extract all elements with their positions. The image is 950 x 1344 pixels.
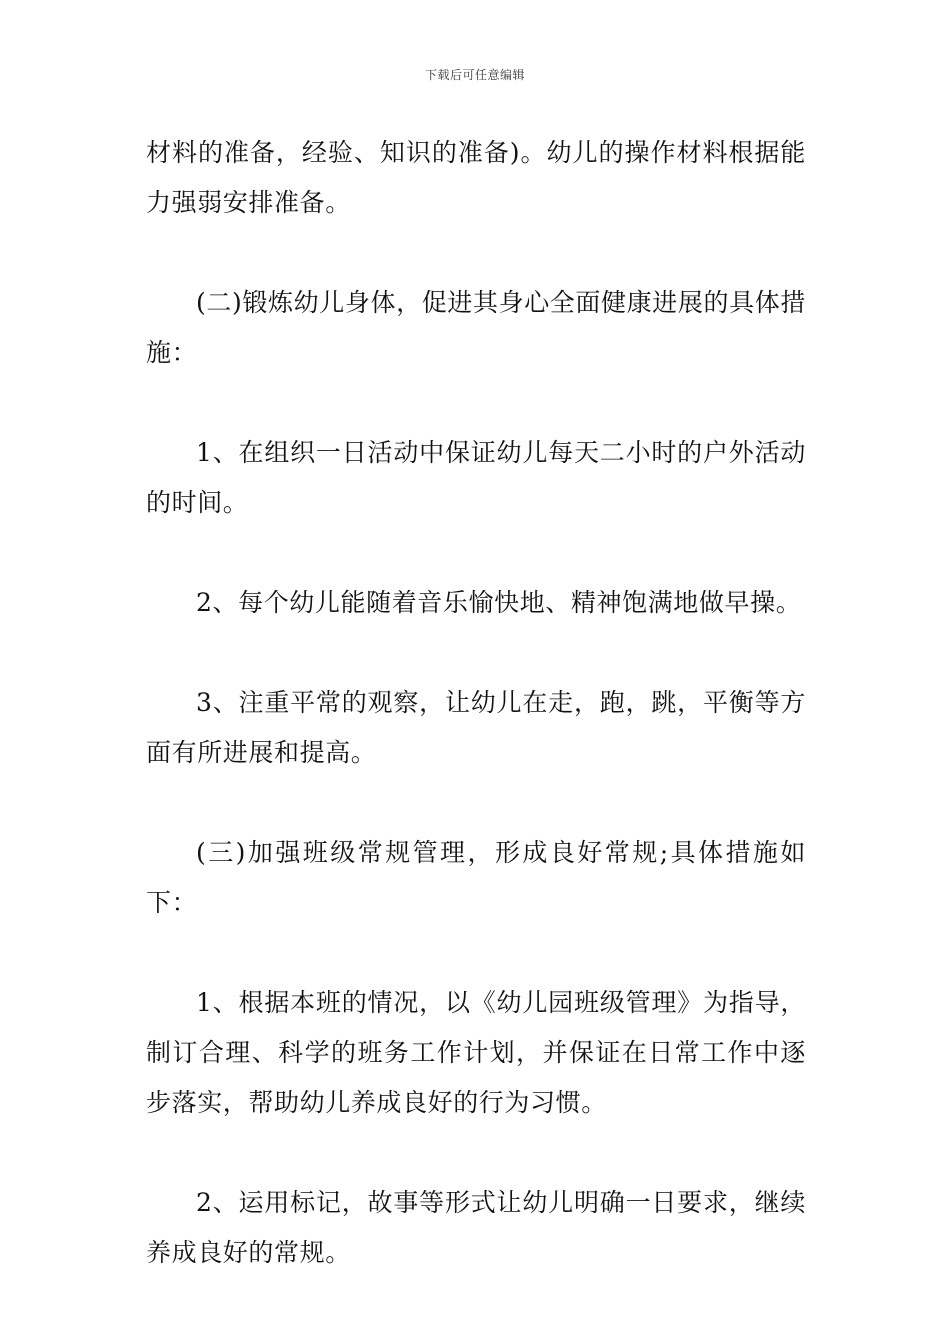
list-item: 1、根据本班的情况，以《幼儿园班级管理》为指导，制订合理、科学的班务工作计划，并保证在日常工作中逐步落实，帮助幼儿养成良好的行为习惯。 (146, 988, 806, 1117)
paragraph-gap (146, 928, 806, 978)
paragraph-gap (146, 228, 806, 278)
paragraph-gap (146, 378, 806, 428)
paragraph-gap (146, 628, 806, 678)
list-item: 2、运用标记，故事等形式让幼儿明确一日要求，继续养成良好的常规。 (146, 1188, 806, 1267)
paragraph-gap (146, 528, 806, 578)
paragraph-gap (146, 778, 806, 828)
section-heading-2: (二)锻炼幼儿身体，促进其身心全面健康进展的具体措施： (146, 288, 806, 367)
section-heading-3: (三)加强班级常规管理，形成良好常规;具体措施如下： (146, 838, 806, 917)
list-item: 3、注重平常的观察，让幼儿在走，跑，跳，平衡等方面有所进展和提高。 (146, 688, 806, 767)
list-item: 1、在组织一日活动中保证幼儿每天二小时的户外活动的时间。 (146, 438, 806, 517)
list-item: 2、每个幼儿能随着音乐愉快地、精神饱满地做早操。 (196, 588, 802, 617)
document-body (146, 128, 806, 1278)
header-note: 下载后可任意编辑 (424, 68, 525, 82)
paragraph-continuation: 材料的准备，经验、知识的准备)。幼儿的操作材料根据能力强弱安排准备。 (146, 138, 806, 217)
paragraph-gap (146, 1128, 806, 1178)
